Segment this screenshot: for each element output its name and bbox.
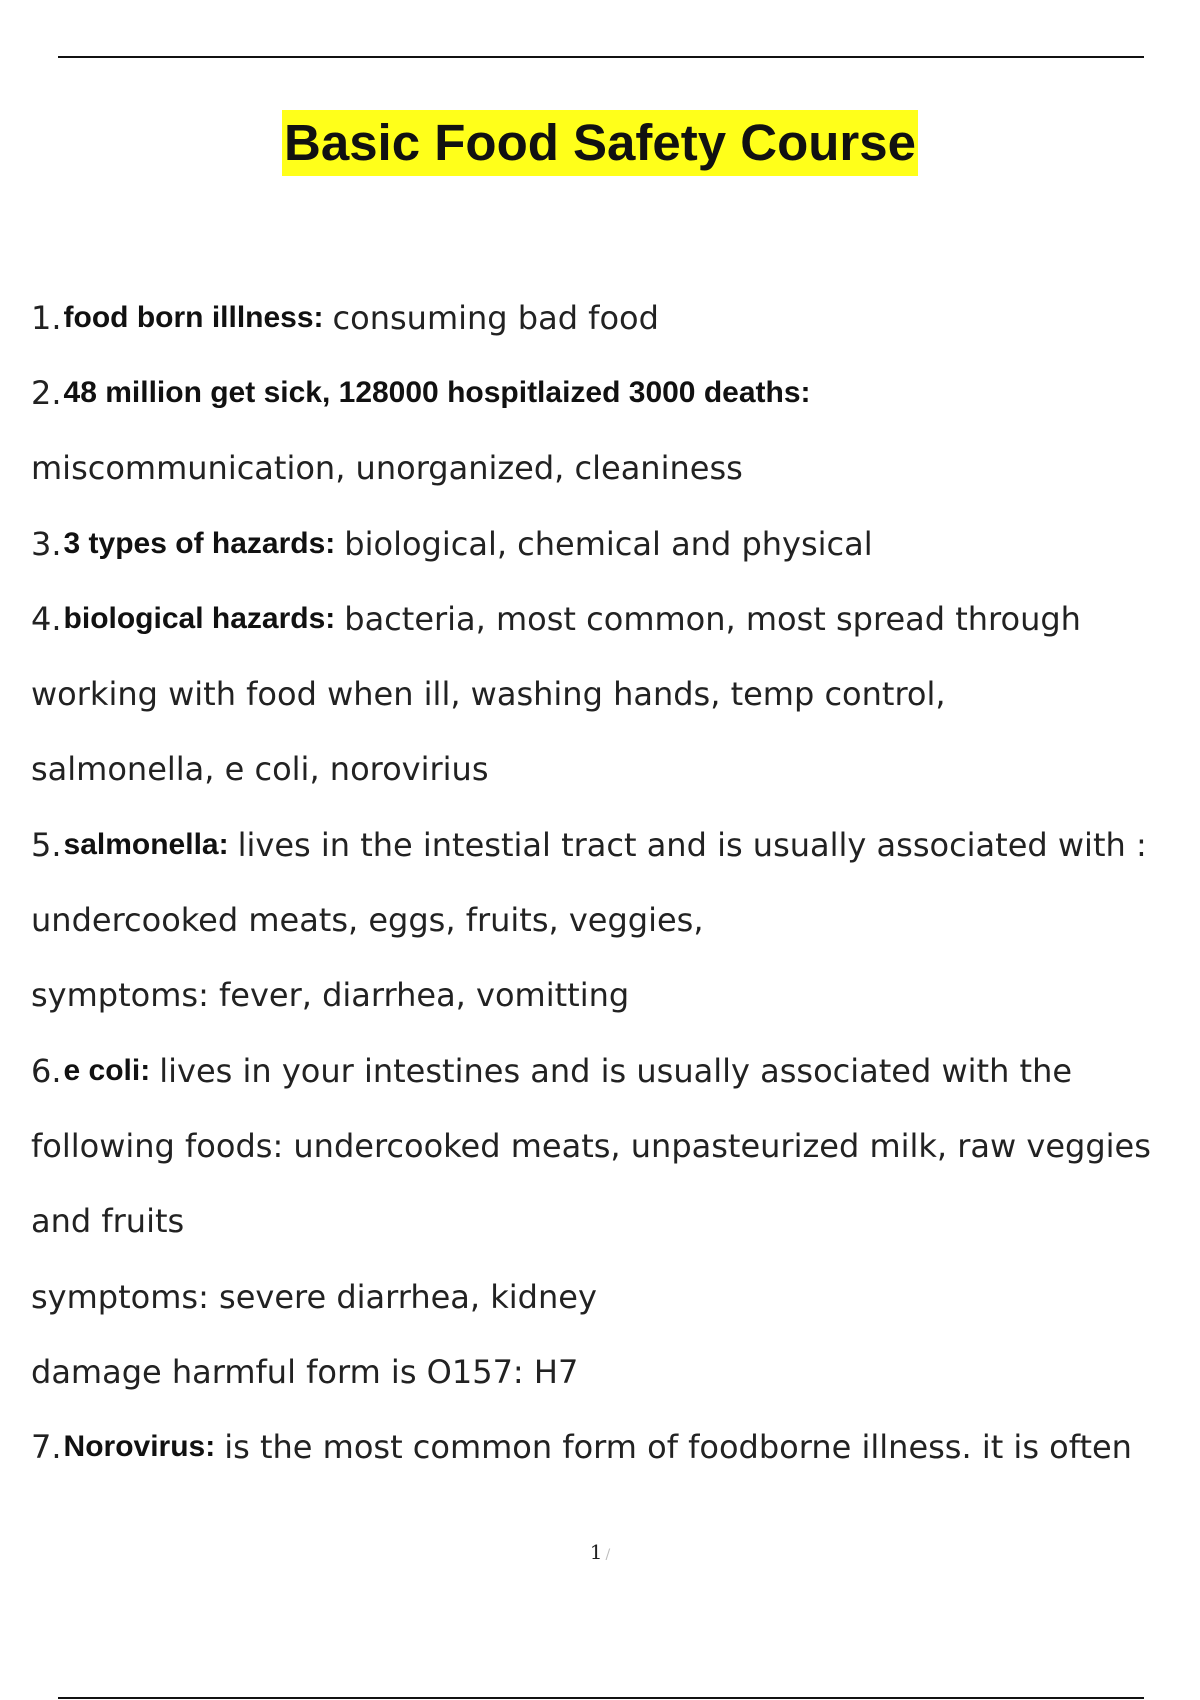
page-separator: / [605, 1547, 611, 1563]
item-definition: lives in your intestines and is usually associated with the [159, 1051, 1073, 1090]
item-number: 7. [31, 1428, 62, 1467]
item-term: salmonella: [63, 827, 229, 861]
continuation-text: salmonella, e coli, norovirius [31, 750, 489, 789]
continuation-text: working with food when ill, washing hands, temp control, [31, 675, 946, 714]
bottom-rule [58, 1697, 1144, 1699]
definition-continuation [31, 1108, 1181, 1183]
flashcard-list [31, 280, 1181, 1485]
item-term: biological hazards: [63, 601, 336, 635]
item-number: 6. [31, 1051, 62, 1090]
item-number: 1. [31, 298, 62, 337]
title-container [0, 110, 1200, 176]
list-item [31, 355, 1181, 430]
continuation-text: undercooked meats, eggs, fruits, veggies, [31, 901, 704, 940]
definition-continuation [31, 1259, 1181, 1334]
continuation-text: symptoms: fever, diarrhea, vomitting [31, 976, 630, 1015]
definition-continuation [31, 656, 1181, 731]
item-number: 2. [31, 373, 62, 412]
page-title: Basic Food Safety Course [282, 110, 918, 176]
item-definition: consuming bad food [332, 298, 659, 337]
item-definition: biological, chemical and physical [344, 524, 873, 563]
item-number: 4. [31, 599, 62, 638]
item-term: food born illlness: [63, 300, 324, 334]
continuation-text: following foods: undercooked meats, unpasteurized milk, raw veggies [31, 1126, 1151, 1165]
definition-continuation [31, 1184, 1181, 1259]
list-item [31, 807, 1181, 882]
item-term: e coli: [63, 1053, 151, 1087]
page-number [0, 1540, 1200, 1564]
list-item [31, 581, 1181, 656]
list-item [31, 506, 1181, 581]
definition-continuation [31, 882, 1181, 957]
page-number-value: 1 [589, 1540, 603, 1564]
definition-continuation [31, 431, 1181, 506]
top-rule [58, 56, 1144, 58]
item-definition: is the most common form of foodborne illness. it is often [224, 1428, 1132, 1467]
item-definition: bacteria, most common, most spread through [344, 599, 1081, 638]
list-item [31, 1409, 1181, 1484]
continuation-text: and fruits [31, 1202, 185, 1241]
item-definition: lives in the intestial tract and is usually associated with : [237, 825, 1147, 864]
item-number: 3. [31, 524, 62, 563]
definition-continuation [31, 958, 1181, 1033]
list-item [31, 1033, 1181, 1108]
item-term: 48 million get sick, 128000 hospitlaized 3000 deaths: [63, 375, 811, 409]
list-item [31, 280, 1181, 355]
item-term: 3 types of hazards: [63, 526, 336, 560]
item-number: 5. [31, 825, 62, 864]
continuation-text: damage harmful form is O157: H7 [31, 1352, 579, 1391]
continuation-text: symptoms: severe diarrhea, kidney [31, 1277, 597, 1316]
continuation-text: miscommunication, unorganized, cleaniness [31, 449, 743, 488]
definition-continuation [31, 732, 1181, 807]
definition-continuation [31, 1334, 1181, 1409]
item-term: Norovirus: [63, 1430, 216, 1464]
